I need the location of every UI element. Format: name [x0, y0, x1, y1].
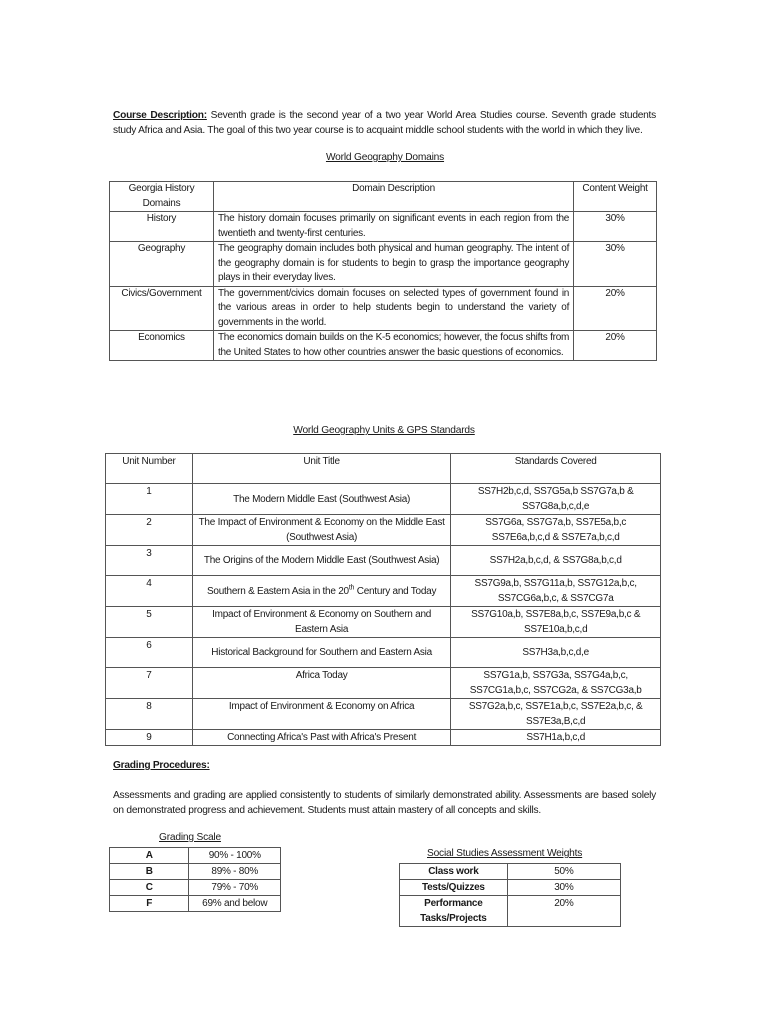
grading-procedures-text: Assessments and grading are applied consistently to students of similarly demonstrated ability. Assessments are based solely on demonstrated progress and achievement. Students must attain mastery of all concepts and skills.	[113, 790, 656, 816]
table-row	[106, 515, 661, 546]
table-row	[106, 699, 661, 730]
grade-range: 79% - 70%	[189, 880, 281, 896]
domain-description: The geography domain includes both physical and human geography. The intent of the geography domain is for students to begin to grasp the importance geography plays in their everyday lives.	[213, 242, 573, 287]
grade-range: 69% and below	[189, 896, 281, 912]
domains-header-domain: Georgia History Domains	[110, 182, 214, 212]
units-table	[105, 453, 661, 746]
unit-standards: SS7H3a,b,c,d,e	[451, 638, 661, 668]
grade-letter: A	[110, 848, 189, 864]
table-row	[400, 864, 621, 880]
unit-standards: SS7G1a,b, SS7G3a, SS7G4a,b,c, SS7CG1a,b,c, SS7CG2a, & SS7CG3a,b	[451, 668, 661, 699]
table-row	[106, 668, 661, 699]
course-description-text: Seventh grade is the second year of a two year World Area Studies course. Seventh grade students study Africa and Asia. The goal of this two year course is to acquaint middle school students with the world in which they live.	[113, 110, 656, 136]
unit-number: 4	[106, 576, 193, 607]
grade-letter: B	[110, 864, 189, 880]
assessment-weight: 50%	[507, 864, 620, 880]
unit-title: Impact of Environment & Economy on Africa	[192, 699, 450, 730]
unit-number: 8	[106, 699, 193, 730]
unit-title: Impact of Environment & Economy on Southern and Eastern Asia	[192, 607, 450, 638]
unit-number: 9	[106, 730, 193, 746]
domains-header-description: Domain Description	[213, 182, 573, 212]
table-row	[110, 242, 657, 287]
course-description	[113, 109, 656, 138]
table-row	[106, 546, 661, 576]
unit-title-part: Century and Today	[354, 585, 437, 597]
unit-number: 1	[106, 484, 193, 515]
domain-weight: 30%	[574, 242, 657, 287]
grade-letter: C	[110, 880, 189, 896]
grade-range: 90% - 100%	[189, 848, 281, 864]
assessment-weights-table	[399, 863, 621, 927]
domain-weight: 20%	[574, 331, 657, 361]
assessment-weight: 20%	[507, 896, 620, 927]
unit-title: Connecting Africa's Past with Africa's Present	[192, 730, 450, 746]
table-row	[110, 848, 281, 864]
grade-range: 89% - 80%	[189, 864, 281, 880]
unit-title: Africa Today	[192, 668, 450, 699]
table-row	[110, 286, 657, 331]
units-header-title: Unit Title	[192, 454, 450, 484]
grading-procedures-heading	[113, 759, 656, 774]
unit-title: The Modern Middle East (Southwest Asia)	[192, 484, 450, 515]
unit-number: 3	[106, 546, 193, 576]
unit-standards: SS7G10a,b, SS7E8a,b,c, SS7E9a,b,c & SS7E10a,b,c,d	[451, 607, 661, 638]
domains-header-weight: Content Weight	[574, 182, 657, 212]
units-header-standards: Standards Covered	[451, 454, 661, 484]
unit-title	[192, 576, 450, 607]
unit-number: 6	[106, 638, 193, 668]
unit-standards: SS7H2a,b,c,d, & SS7G8a,b,c,d	[451, 546, 661, 576]
grade-letter: F	[110, 896, 189, 912]
unit-number: 7	[106, 668, 193, 699]
unit-title-superscript: th	[348, 584, 355, 592]
units-header-number: Unit Number	[106, 454, 193, 484]
domain-name: Economics	[110, 331, 214, 361]
table-row	[400, 880, 621, 896]
table-row	[110, 864, 281, 880]
table-row	[106, 484, 661, 515]
table-row	[110, 880, 281, 896]
table-row	[106, 638, 661, 668]
table-row	[400, 896, 621, 927]
assessment-category: Class work	[400, 864, 508, 880]
table-row	[110, 896, 281, 912]
unit-title: The Impact of Environment & Economy on the Middle East (Southwest Asia)	[192, 515, 450, 546]
course-description-label: Course Description:	[113, 110, 207, 121]
unit-number: 5	[106, 607, 193, 638]
table-row	[110, 331, 657, 361]
assessment-category: Performance Tasks/Projects	[400, 896, 508, 927]
table-row	[106, 576, 661, 607]
table-row	[110, 212, 657, 242]
domains-header-row	[110, 182, 657, 212]
units-table-title: World Geography Units & GPS Standards	[293, 425, 475, 436]
domain-weight: 30%	[574, 212, 657, 242]
grading-scale-table	[109, 847, 281, 912]
grading-procedures-label: Grading Procedures:	[113, 760, 210, 771]
unit-standards: SS7G6a, SS7G7a,b, SS7E5a,b,c SS7E6a,b,c,d & SS7E7a,b,c,d	[451, 515, 661, 546]
unit-title-part: Southern & Eastern Asia in the 20	[206, 585, 349, 597]
unit-standards: SS7G2a,b,c, SS7E1a,b,c, SS7E2a,b,c, & SS7E3a,B,c,d	[451, 699, 661, 730]
units-header-row	[106, 454, 661, 484]
domains-table-title: World Geography Domains	[325, 152, 445, 163]
domain-name: History	[110, 212, 214, 242]
grading-scale-title: Grading Scale	[159, 832, 221, 843]
assessment-category: Tests/Quizzes	[400, 880, 508, 896]
table-row	[106, 730, 661, 746]
domain-description: The history domain focuses primarily on significant events in each region from the twentieth and twenty-first centuries.	[213, 212, 573, 242]
table-row	[106, 607, 661, 638]
unit-title: Historical Background for Southern and Eastern Asia	[192, 638, 450, 668]
unit-standards: SS7H1a,b,c,d	[451, 730, 661, 746]
domain-name: Civics/Government	[110, 286, 214, 331]
domain-weight: 20%	[574, 286, 657, 331]
domain-description: The economics domain builds on the K-5 economics; however, the focus shifts from the United States to how other countries answer the basic questions of economics.	[213, 331, 573, 361]
assessment-weight: 30%	[507, 880, 620, 896]
unit-standards: SS7H2b,c,d, SS7G5a,b SS7G7a,b & SS7G8a,b,c,d,e	[451, 484, 661, 515]
domain-description: The government/civics domain focuses on selected types of government found in the various areas in order to help students begin to understand the variety of governments in the world.	[213, 286, 573, 331]
assessment-weights-title: Social Studies Assessment Weights	[427, 848, 583, 859]
unit-number: 2	[106, 515, 193, 546]
unit-standards: SS7G9a,b, SS7G11a,b, SS7G12a,b,c, SS7CG6a,b,c, & SS7CG7a	[451, 576, 661, 607]
domains-table	[109, 181, 657, 361]
unit-title: The Origins of the Modern Middle East (Southwest Asia)	[192, 546, 450, 576]
domain-name: Geography	[110, 242, 214, 287]
